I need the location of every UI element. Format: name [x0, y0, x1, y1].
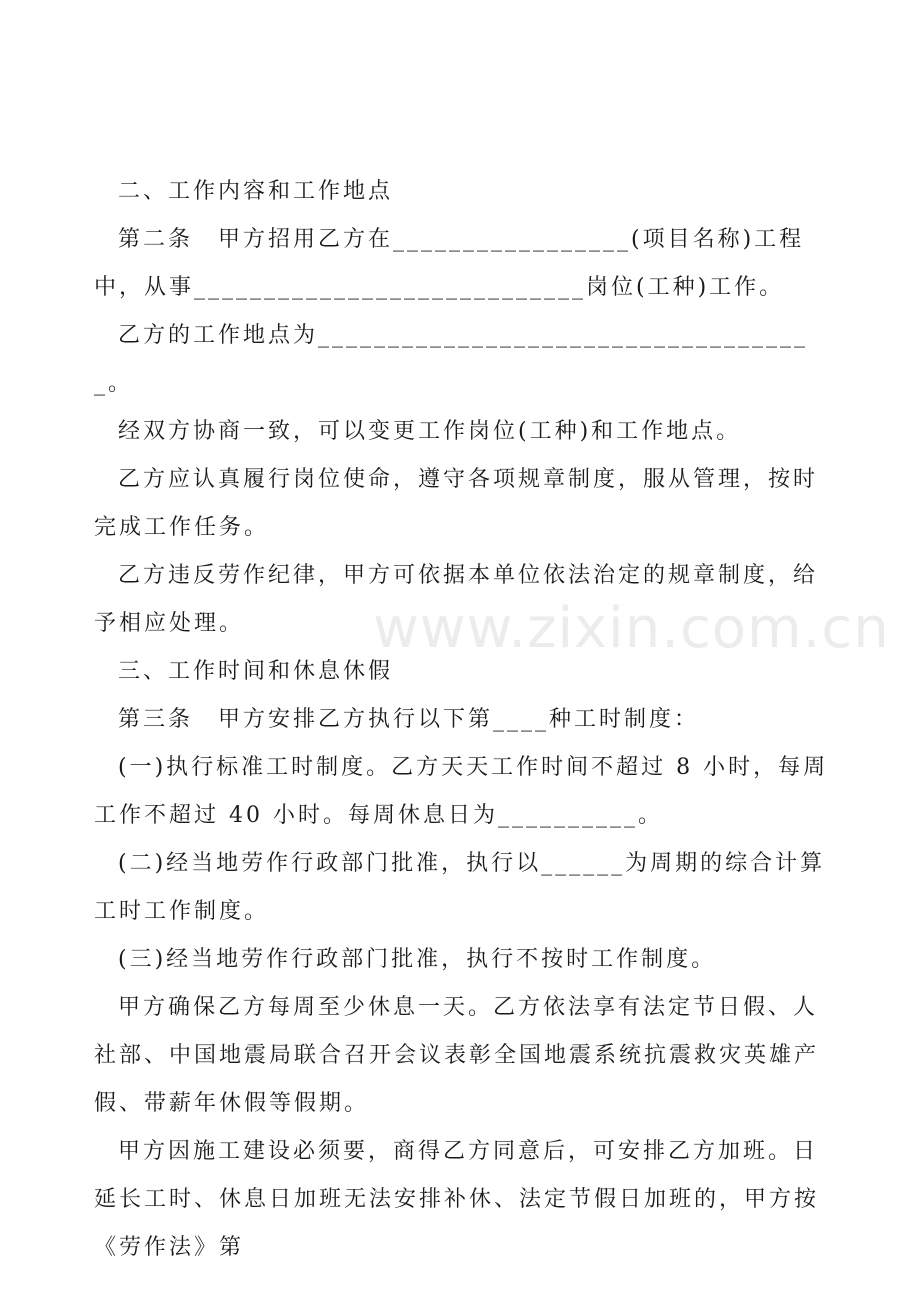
document-body — [94, 168, 839, 1272]
rest-days-paragraph: 甲方确保乙方每周至少休息一天。乙方依法享有法定节日假、人社部、中国地震局联合召开会议表彰全国地震系统抗震救灾英雄产假、带薪年休假等假期。 — [94, 995, 820, 1116]
standard-hours-paragraph: (一)执行标准工时制度。乙方天天工作时间不超过 8 小时，每周工作不超过 40 小时。每周休息日为__________。 — [94, 755, 829, 828]
discipline-paragraph: 乙方违反劳作纪律，甲方可依据本单位依法治定的规章制度，给予相应处理。 — [94, 563, 819, 636]
comprehensive-hours-paragraph: (二)经当地劳作行政部门批准，执行以______为周期的综合计算工时工作制度。 — [94, 851, 826, 924]
change-agreement-paragraph: 经双方协商一致，可以变更工作岗位(工种)和工作地点。 — [118, 419, 742, 444]
section-heading-work-content: 二、工作内容和工作地点 — [118, 179, 394, 204]
overtime-paragraph: 甲方因施工建设必须要，商得乙方同意后，可安排乙方加班。日延长工时、休息日加班无法安排补休、法定节假日加班的，甲方按《劳作法》第 — [94, 1139, 820, 1260]
flexible-hours-paragraph: (三)经当地劳作行政部门批准，执行不按时工作制度。 — [118, 947, 717, 972]
work-location-paragraph: 乙方的工作地点为____________________________________。 — [94, 323, 809, 396]
watermark: www.zixin.com.cn — [373, 596, 890, 661]
section-heading-work-time: 三、工作时间和休息休假 — [118, 659, 394, 684]
duty-paragraph: 乙方应认真履行岗位使命，遵守各项规章制度，服从管理，按时完成工作任务。 — [94, 467, 819, 540]
article-3-paragraph: 第三条 甲方安排乙方执行以下第____种工时制度： — [118, 707, 700, 732]
article-2-paragraph: 第二条 甲方招用乙方在_________________(项目名称)工程中，从事____________________________岗位(工种)工作。 — [94, 227, 805, 300]
